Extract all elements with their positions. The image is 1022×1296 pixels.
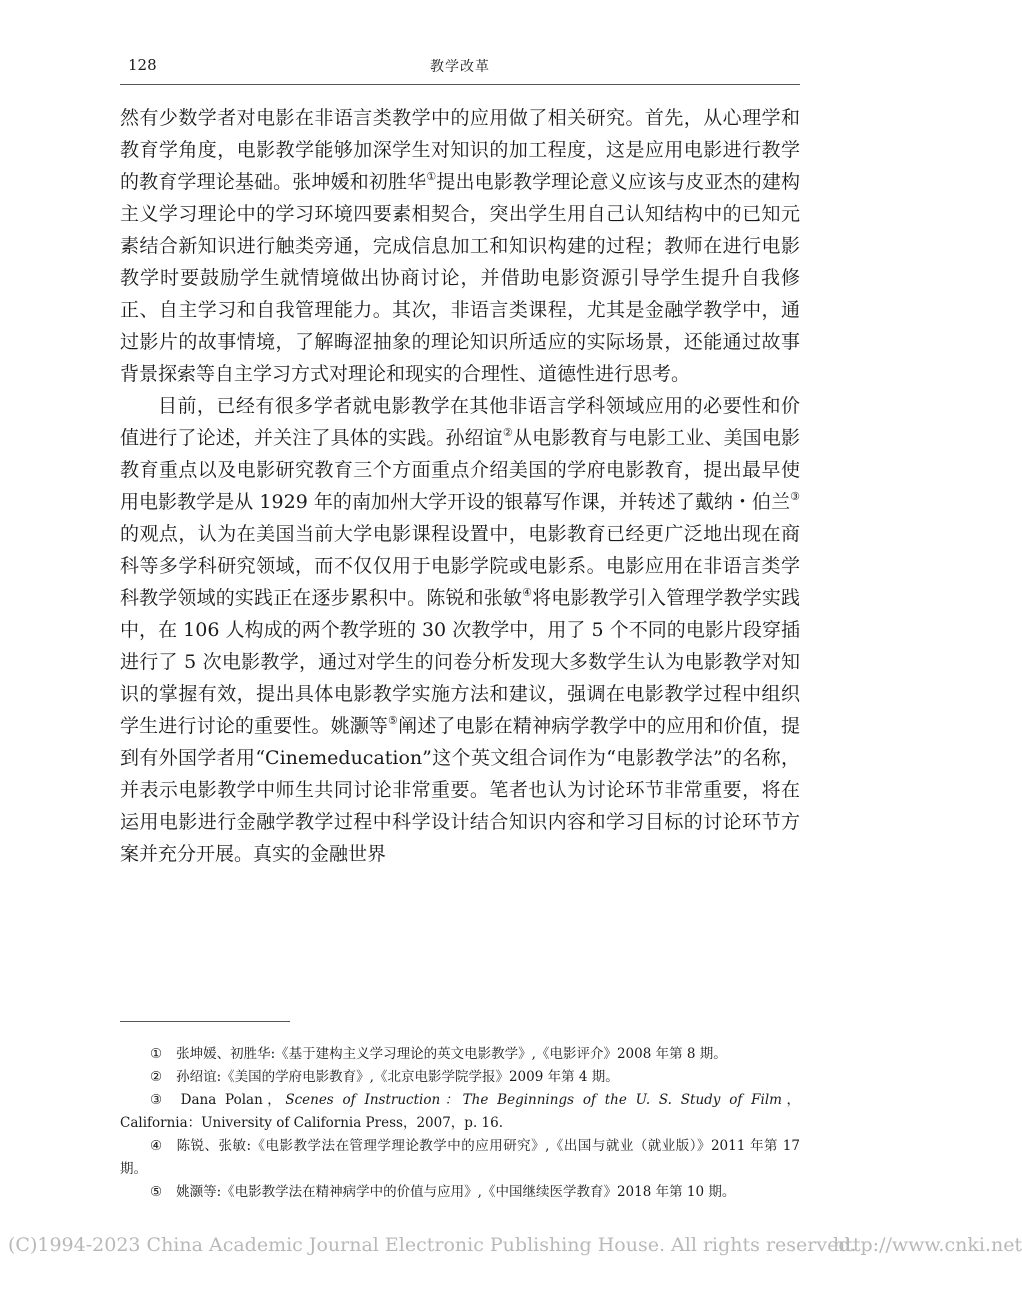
footnote-ref-1[interactable]: ①: [426, 170, 437, 183]
footnote-5-text: 姚灏等:《电影教学法在精神病学中的价值与应用》,《中国继续医学教育》2018 年第 10 期。: [176, 1184, 736, 1200]
footnote-2: [120, 1066, 800, 1089]
footnote-divider: [120, 1021, 290, 1022]
cnki-url[interactable]: http://www.cnki.net: [833, 1234, 1022, 1256]
footnote-ref-2[interactable]: ②: [502, 426, 513, 439]
running-title: 教学改革: [430, 59, 490, 75]
footnote-3: [120, 1089, 800, 1135]
footnote-ref-5[interactable]: ⑤: [388, 714, 399, 727]
footnote-3-mark: ③: [150, 1092, 167, 1108]
footnote-1-text: 张坤媛、初胜华:《基于建构主义学习理论的英文电影教学》,《电影评介》2008 年第 8 期。: [176, 1046, 727, 1062]
paragraph-1-text-b: 提出电影教学理论意义应该与皮亚杰的建构主义学习理论中的学习环境四要素相契合，突出学生用自己认知结构中的已知元素结合新知识进行触类旁通，完成信息加工和知识构建的过程；教师在进行电影教学时要鼓励学生就情境做出协商讨论，并借助电影资源引导学生提升自我修正、自主学习和自我管理能力。其次，非语言类课程，尤其是金融学教学中，通过影片的故事情境，了解晦涩抽象的理论知识所适应的实际场景，还能通过故事背景探索等自主学习方式对理论和现实的合理性、道德性进行思考。: [120, 171, 800, 385]
footnote-4-text: 陈锐、张敏:《电影教学法在管理学理论教学中的应用研究》,《出国与就业（就业版）》2011 年第 17 期。: [120, 1138, 800, 1177]
paragraph-1-text-a: 然有少数学者对电影在非语言类教学中的应用做了相关研究。首先，从心理学和教育学角度，电影教学能够加深学生对知识的加工程度，这是应用电影进行教学的教育学理论基础。张坤媛和初胜华: [120, 107, 800, 193]
paragraph-2-text-a: 目前，已经有很多学者就电影教学在其他非语言学科领域应用的必要性和价值进行了论述，并关注了具体的实践。孙绍谊: [120, 395, 800, 449]
footnote-5-mark: ⑤: [150, 1184, 163, 1200]
paragraph-2: [120, 390, 800, 870]
paragraph-2-text-e: 阐述了电影在精神病学教学中的应用和价值，提到有外国学者用“Cinemeducation”这个英文组合词作为“电影教学法”的名称，并表示电影教学中师生共同讨论非常重要。笔者也认为讨论环节非常重要，将在运用电影进行金融学教学过程中科学设计结合知识内容和学习目标的讨论环节方案并充分开展。真实的金融世界: [120, 715, 800, 865]
paragraph-2-text-d: 将电影教学引入管理学教学实践中，在 106 人构成的两个教学班的 30 次教学中，用了 5 个不同的电影片段穿插进行了 5 次电影教学，通过对学生的问卷分析发现大多数学生认为电影教学对知识的掌握有效，提出具体电影教学实施方法和建议，强调在电影教学过程中组织学生进行讨论的重要性。姚灏等: [120, 587, 800, 737]
footnote-1: [120, 1043, 800, 1066]
copyright-notice: (C)1994-2023 China Academic Journal Electronic Publishing House. All rights reserved.: [8, 1234, 857, 1256]
footnote-4-mark: ④: [150, 1138, 163, 1154]
footnotes: [120, 1043, 800, 1204]
footnote-2-text: 孙绍谊:《美国的学府电影教育》,《北京电影学院学报》2009 年第 4 期。: [176, 1069, 619, 1085]
footnote-4: [120, 1135, 800, 1181]
footnote-3-author: Dana Polan，: [180, 1092, 286, 1108]
paragraph-2-text-b: 从电影教育与电影工业、美国电影教育重点以及电影研究教育三个方面重点介绍美国的学府电影教育，提出最早使用电影教学是从 1929 年的南加州大学开设的银幕写作课，并转述了戴纳・伯兰: [120, 427, 800, 513]
footnote-3-publisher: ，California：University of California Press，2007，p. 16.: [120, 1092, 801, 1131]
paragraph-2-text-c: 的观点，认为在美国当前大学电影课程设置中，电影教育已经更广泛地出现在商科等多学科研究领域，而不仅仅用于电影学院或电影系。电影应用在非语言类学科教学领域的实践正在逐步累积中。陈锐和张敏: [120, 523, 800, 609]
footnote-1-mark: ①: [150, 1046, 163, 1062]
footnote-2-mark: ②: [150, 1069, 163, 1085]
footnote-ref-4[interactable]: ④: [522, 586, 533, 599]
footnote-ref-3[interactable]: ③: [790, 490, 800, 503]
footnote-3-book-title: Scenes of Instruction：The Beginnings of the U. S. Study of Film: [285, 1092, 782, 1108]
paragraph-1: [120, 102, 800, 390]
page-header: [120, 56, 800, 85]
footnote-5: [120, 1181, 800, 1204]
copyright-watermark: [0, 1234, 1022, 1264]
main-body: [120, 102, 800, 870]
page-number: 128: [128, 56, 157, 74]
